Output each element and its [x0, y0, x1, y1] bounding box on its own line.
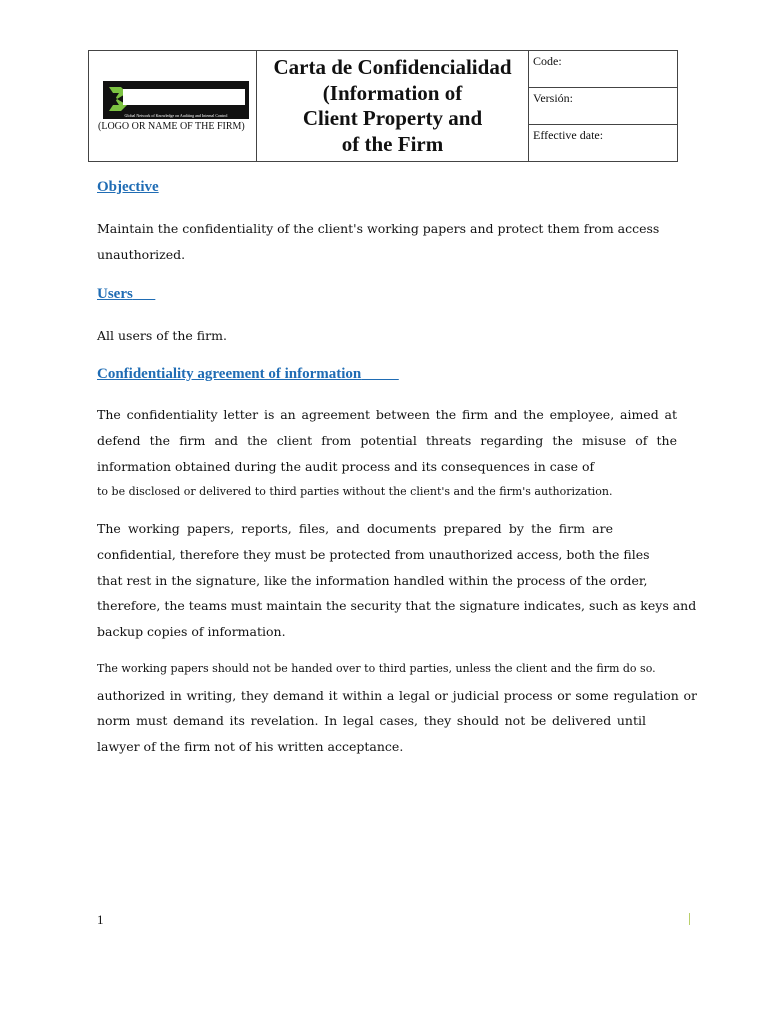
paragraph-line: The working papers, reports, files, and documents prepared by the firm are — [97, 521, 613, 536]
paragraph-line: norm must demand its revelation. In legal cases, they should not be delivered until — [97, 713, 646, 728]
users-heading: Users — [97, 286, 133, 302]
title-line: Client Property and — [302, 106, 483, 130]
logo-caption: (LOGO OR NAME OF THE FIRM) — [98, 121, 245, 132]
logo-tagline: Global Network of Knowledge on Auditing and Internal Control — [124, 113, 228, 118]
version-field: Versión: — [529, 88, 677, 125]
page-number: 1 — [97, 912, 104, 927]
footer-mark — [689, 913, 690, 925]
logo-cell — [89, 51, 257, 161]
meta-cells — [529, 51, 677, 161]
title-line: (Information of — [322, 80, 463, 105]
title-line: of the Firm — [341, 131, 444, 156]
paragraph-line: to be disclosed or delivered to third parties without the client's and the firm's authorization. — [97, 485, 613, 498]
paragraph-line: therefore, the teams must maintain the security that the signature indicates, such as keys and — [97, 598, 697, 613]
paragraph-line: confidential, therefore they must be protected from unauthorized access, both the files — [97, 547, 650, 562]
objective-heading: Objective — [97, 179, 159, 195]
agreement-heading: Confidentiality agreement of information — [97, 366, 362, 382]
paragraph-line: The working papers should not be handed over to third parties, unless the client and the firm do so. — [97, 662, 656, 675]
paragraph-line: information obtained during the audit process and its consequences in case of — [97, 459, 595, 474]
header-table — [88, 50, 678, 162]
objective-line: unauthorized. — [97, 247, 186, 262]
paragraph-line: The confidentiality letter is an agreement between the firm and the employee, aimed at — [97, 407, 677, 422]
paragraph-line: defend the firm and the client from potential threats regarding the misuse of the — [97, 433, 677, 448]
paragraph-line: that rest in the signature, like the information handled within the process of the order, — [97, 573, 648, 588]
effective-date-field: Effective date: — [533, 128, 604, 142]
paragraph-line: backup copies of information. — [97, 624, 286, 639]
firm-logo — [103, 81, 249, 119]
logo-band — [123, 89, 245, 105]
document-title — [257, 51, 529, 161]
users-text: All users of the firm. — [97, 328, 227, 343]
paragraph-line: authorized in writing, they demand it within a legal or judicial process or some regulation or — [97, 688, 697, 703]
paragraph-line: lawyer of the firm not of his written acceptance. — [97, 739, 404, 754]
objective-line: Maintain the confidentiality of the client's working papers and protect them from access — [97, 221, 660, 236]
code-field: Code: — [529, 51, 677, 88]
title-line: Carta de Confidencialidad — [273, 55, 512, 79]
